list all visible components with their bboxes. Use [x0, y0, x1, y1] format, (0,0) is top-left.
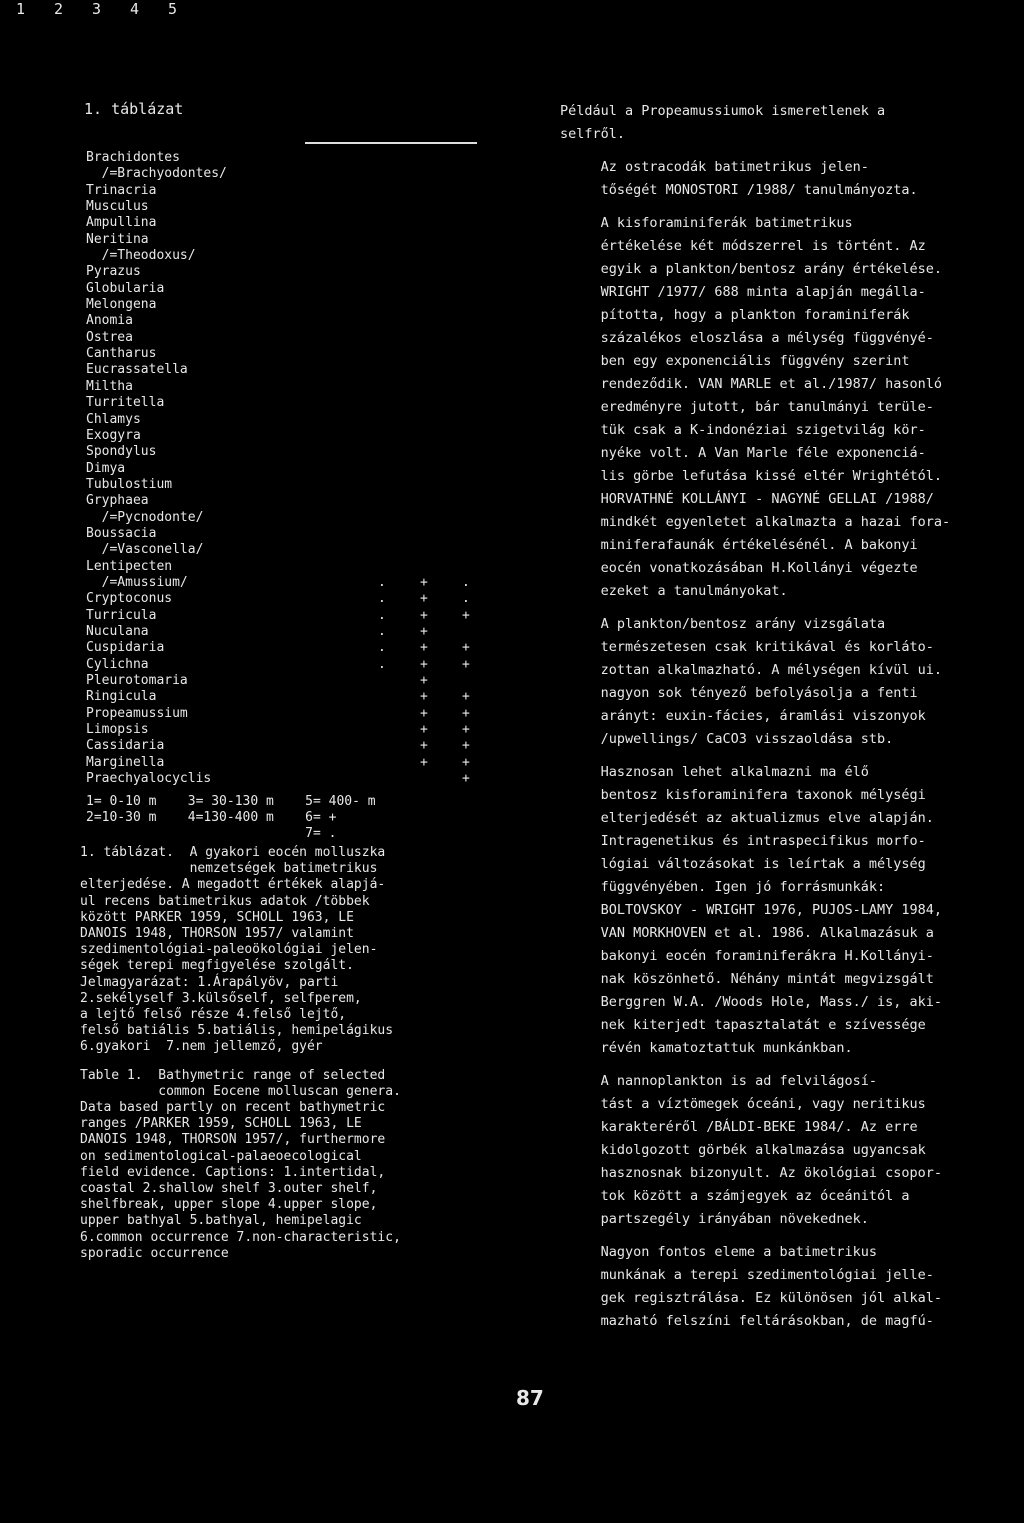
marks-row	[370, 591, 490, 607]
caption-line: Table 1. Bathymetric range of selected	[80, 1067, 386, 1083]
taxon-name: Anomia	[86, 313, 133, 329]
occurrence-mark: +	[462, 705, 470, 721]
marks-row	[370, 575, 490, 591]
taxon-name: Nuculana	[86, 623, 149, 639]
taxon-name: Cylichna	[86, 656, 149, 672]
occurrence-mark: +	[420, 705, 428, 721]
occurrence-mark: .	[378, 623, 386, 639]
taxon-name: Chlamys	[86, 411, 141, 427]
text-line: Berggren W.A. /Woods Hole, Mass./ is, aki-	[560, 994, 943, 1010]
text-line: tőségét MONOSTORI /1988/ tanulmányozta.	[560, 182, 918, 198]
legend-line: 2=10-30 m 4=130-400 m 6= +	[86, 810, 337, 825]
column-header: 1	[16, 0, 26, 18]
taxon-name: Cuspidaria	[86, 640, 165, 656]
column-headers	[0, 0, 190, 24]
occurrence-mark: .	[378, 607, 386, 623]
marks-row	[370, 559, 490, 575]
marks-row	[370, 444, 490, 460]
marks-row	[370, 477, 490, 493]
caption-line: között PARKER 1959, SCHOLL 1963, LE	[80, 909, 354, 925]
occurrence-mark: .	[378, 656, 386, 672]
text-line: zottan alkalmazható. A mélységen kívül ui.	[560, 662, 943, 678]
caption-line: shelfbreak, upper slope 4.upper slope,	[80, 1197, 378, 1213]
caption-line: Jelmagyarázat: 1.Árapályöv, parti	[80, 974, 339, 990]
text-line: nyéke volt. A Van Marle féle exponenciá-	[560, 445, 926, 461]
marks-row	[370, 232, 490, 248]
text-line: elterjedését az aktualizmus elve alapján.	[560, 810, 934, 826]
column-header: 2	[54, 0, 64, 18]
occurrence-mark: +	[420, 656, 428, 672]
text-line: tük csak a K-indonéziai szigetvilág kör-	[560, 422, 926, 438]
taxon-name: Exogyra	[86, 427, 141, 443]
occurrence-mark: +	[462, 754, 470, 770]
text-line: eredményre jutott, bár tanulmányi terüle-	[560, 399, 934, 415]
occurrence-mark: .	[462, 591, 470, 607]
text-line: lógiai változásokat is leírtak a mélység	[560, 856, 926, 872]
taxon-name: Tubulostium	[86, 476, 173, 492]
taxon-name: Miltha	[86, 378, 133, 394]
text-line: karakteréről /BÁLDI-BEKE 1984/. Az erre	[560, 1119, 918, 1135]
marks-row	[370, 297, 490, 313]
marks-row	[370, 771, 490, 787]
taxon-name: /=Theodoxus/	[86, 248, 196, 264]
marks-row	[370, 689, 490, 705]
marks-row	[370, 542, 490, 558]
text-line: selfről.	[560, 126, 626, 142]
text-line: tást a víztömegek óceáni, vagy neritikus	[560, 1096, 926, 1112]
text-line: rendeződik. VAN MARLE et al./1987/ hasonló	[560, 376, 943, 392]
text-line: révén kamatoztattuk munkánkban.	[560, 1040, 853, 1056]
legend-line: 7= .	[86, 826, 337, 841]
text-line: mindkét egyenletet alkalmazta a hazai fora-	[560, 514, 951, 530]
taxon-name: Cantharus	[86, 346, 157, 362]
marks-row	[370, 313, 490, 329]
text-line: értékelése két módszerrel is történt. Az	[560, 238, 926, 254]
marks-row	[370, 199, 490, 215]
caption-line: DANOIS 1948, THORSON 1957/ valamint	[80, 926, 354, 942]
occurrence-mark: .	[378, 640, 386, 656]
occurrence-mark: +	[420, 722, 428, 738]
text-line: nek kiterjedt tapasztalatát e szívessége	[560, 1017, 926, 1033]
caption-line: upper bathyal 5.bathyal, hemipelagic	[80, 1213, 362, 1229]
occurrence-mark: .	[378, 591, 386, 607]
caption-line: a lejtő felső része 4.felső lejtő,	[80, 1007, 347, 1023]
taxon-name: Cryptoconus	[86, 591, 173, 607]
legend-line: 1= 0-10 m 3= 30-130 m 5= 400- m	[86, 794, 376, 809]
body-text-column	[560, 100, 1000, 1333]
taxa-list	[86, 150, 306, 787]
caption-line: on sedimentological-palaeoecological	[80, 1148, 362, 1164]
text-line: egyik a plankton/bentosz arány értékelése.	[560, 261, 943, 277]
text-line: ben egy exponenciális függvény szerint	[560, 353, 910, 369]
marks-row	[370, 493, 490, 509]
text-line: százalékos eloszlása a mélység függvényé-	[560, 330, 934, 346]
text-line: mazható felszíni feltárásokban, de magfú-	[560, 1313, 934, 1329]
occurrence-mark: +	[420, 640, 428, 656]
marks-row	[370, 412, 490, 428]
occurrence-mark: .	[378, 574, 386, 590]
text-line: bakonyi eocén foraminiferákra H.Kollányi-	[560, 948, 934, 964]
marks-row	[370, 150, 490, 166]
text-line: függvényében. Igen jó forrásmunkák:	[560, 879, 886, 895]
text-line: tok között a számjegyek az óceánitól a	[560, 1188, 910, 1204]
occurrence-mark: +	[420, 754, 428, 770]
caption-line: ul recens batimetrikus adatok /többek	[80, 893, 370, 909]
caption-line: ranges /PARKER 1959, SCHOLL 1963, LE	[80, 1116, 362, 1132]
text-line: BOLTOVSKOY - WRIGHT 1976, PUJOS-LAMY 1984,	[560, 902, 943, 918]
text-line: nagyon sok tényező befolyásolja a fenti	[560, 685, 918, 701]
text-line: /upwellings/ CaCO3 visszaoldása stb.	[560, 731, 894, 747]
caption-line: 6.gyakori 7.nem jellemző, gyér	[80, 1039, 323, 1055]
text-line: HORVATHNÉ KOLLÁNYI - NAGYNÉ GELLAI /1988/	[560, 491, 934, 507]
taxon-name: Eucrassatella	[86, 362, 188, 378]
marks-row	[370, 510, 490, 526]
marks-row	[370, 428, 490, 444]
taxon-name: Gryphaea	[86, 493, 149, 509]
caption-line: common Eocene molluscan genera.	[80, 1083, 401, 1099]
marks-row	[370, 673, 490, 689]
occurrence-mark: +	[420, 738, 428, 754]
text-line: kidolgozott görbék alkalmazása ugyancsak	[560, 1142, 926, 1158]
taxon-name: Cassidaria	[86, 738, 165, 754]
text-line: WRIGHT /1977/ 688 minta alapján megálla-	[560, 284, 926, 300]
marks-row	[370, 640, 490, 656]
taxon-name: /=Vasconella/	[86, 542, 204, 558]
caption-line: field evidence. Captions: 1.intertidal,	[80, 1164, 386, 1180]
caption-line: 6.common occurrence 7.non-characteristic,	[80, 1229, 401, 1245]
taxon-name: Praechyalocyclis	[86, 771, 212, 787]
occurrence-mark: .	[462, 574, 470, 590]
taxon-name: /=Brachyodontes/	[86, 166, 227, 182]
occurrence-mark: +	[462, 656, 470, 672]
caption-line: szedimentológiai-paleoökológiai jelen-	[80, 942, 378, 958]
taxon-name: Melongena	[86, 297, 157, 313]
table-caption	[80, 845, 520, 1262]
table-title: 1. táblázat	[84, 100, 184, 118]
marks-row	[370, 248, 490, 264]
marks-row	[370, 706, 490, 722]
marks-row	[370, 608, 490, 624]
taxon-name: Globularia	[86, 280, 165, 296]
marks-row	[370, 624, 490, 640]
occurrence-mark: +	[420, 689, 428, 705]
marks-row	[370, 526, 490, 542]
text-line: eocén vonatkozásában H.Kollányi végezte	[560, 560, 918, 576]
taxon-name: Limopsis	[86, 722, 149, 738]
marks-row	[370, 215, 490, 231]
taxon-name: Dimya	[86, 460, 126, 476]
caption-line: Data based partly on recent bathymetric	[80, 1100, 386, 1116]
text-line: partszegély irányában növekednek.	[560, 1211, 869, 1227]
marks-row	[370, 346, 490, 362]
taxon-name: Boussacia	[86, 525, 157, 541]
text-line: A plankton/bentosz arány vizsgálata	[560, 616, 886, 632]
occurrence-mark: +	[462, 771, 470, 787]
taxon-name: Musculus	[86, 199, 149, 215]
column-header: 5	[168, 0, 178, 18]
text-line: ezeket a tanulmányokat.	[560, 583, 788, 599]
taxon-name: Ringicula	[86, 689, 157, 705]
text-line: hasznosnak bizonyult. Az ökológiai csopor-	[560, 1165, 943, 1181]
taxon-name: /=Pycnodonte/	[86, 509, 204, 525]
text-line: arányt: euxin-fácies, áramlási viszonyok	[560, 708, 926, 724]
text-line: Például a Propeamussiumok ismeretlenek a	[560, 103, 886, 119]
taxon-name: Brachidontes	[86, 150, 180, 165]
depth-legend	[86, 794, 376, 842]
occurrence-mark: +	[420, 574, 428, 590]
taxon-name: Marginella	[86, 754, 165, 770]
marks-row	[370, 379, 490, 395]
marks-row	[370, 755, 490, 771]
column-header: 4	[130, 0, 140, 18]
marks-row	[370, 395, 490, 411]
occurrence-mark: +	[420, 623, 428, 639]
marks-row	[370, 657, 490, 673]
text-line: Hasznosan lehet alkalmazni ma élő	[560, 764, 869, 780]
text-line: bentosz kisforaminifera taxonok mélységi	[560, 787, 926, 803]
text-line: Intragenetikus és intraspecifikus morfo-	[560, 833, 926, 849]
marks-row	[370, 738, 490, 754]
marks-row	[370, 281, 490, 297]
text-line: Az ostracodák batimetrikus jelen-	[560, 159, 869, 175]
taxon-name: Pyrazus	[86, 264, 141, 280]
caption-hungarian	[80, 845, 520, 1056]
caption-line: nemzetségek batimetrikus	[80, 861, 378, 877]
text-line: A kisforaminiferák batimetrikus	[560, 215, 853, 231]
marks-row	[370, 362, 490, 378]
caption-english	[80, 1068, 520, 1262]
occurrence-mark: +	[420, 607, 428, 623]
occurrence-mark: +	[462, 607, 470, 623]
text-line: lis görbe lefutása kissé eltér Wrightétól.	[560, 468, 943, 484]
occurrence-mark: +	[462, 689, 470, 705]
caption-line: elterjedése. A megadott értékek alapjá-	[80, 877, 386, 893]
text-line: A nannoplankton is ad felvilágosí-	[560, 1073, 877, 1089]
occurrence-mark: +	[462, 722, 470, 738]
marks-row	[370, 166, 490, 182]
text-line: munkának a terepi szedimentológiai jelle-	[560, 1267, 934, 1283]
text-line: pította, hogy a plankton foraminiferák	[560, 307, 910, 323]
text-line: VAN MORKHOVEN et al. 1986. Alkalmazásuk a	[560, 925, 934, 941]
taxon-name: Pleurotomaria	[86, 673, 188, 688]
text-line: természetesen csak kritikával és korláto-	[560, 639, 934, 655]
occurrence-mark: +	[462, 738, 470, 754]
text-line: Nagyon fontos eleme a batimetrikus	[560, 1244, 877, 1260]
occurrence-marks	[370, 150, 490, 787]
taxon-name: Turricula	[86, 607, 157, 623]
caption-line: 1. táblázat. A gyakori eocén molluszka	[80, 845, 386, 860]
taxon-name: /=Amussium/	[86, 574, 188, 590]
taxon-name: Neritina	[86, 231, 149, 247]
occurrence-mark: +	[420, 591, 428, 607]
occurrence-mark: +	[462, 640, 470, 656]
taxon-name: Lentipecten	[86, 558, 173, 574]
caption-line: felső batiális 5.batiális, hemipelágikus	[80, 1023, 394, 1039]
text-line: gek regisztrálása. Ez különösen jól alkal-	[560, 1290, 943, 1306]
caption-line: DANOIS 1948, THORSON 1957/, furthermore	[80, 1132, 386, 1148]
taxon-name: Turritella	[86, 395, 165, 411]
marks-row	[370, 722, 490, 738]
caption-line: sporadic occurrence	[80, 1245, 229, 1261]
header-rule	[305, 142, 477, 144]
taxon-name: Ostrea	[86, 329, 133, 345]
column-header: 3	[92, 0, 102, 18]
marks-row	[370, 330, 490, 346]
text-line: nak köszönhető. Néhány mintát megvizsgált	[560, 971, 934, 987]
marks-row	[370, 461, 490, 477]
taxon-name: Ampullina	[86, 215, 157, 231]
marks-row	[370, 264, 490, 280]
taxon-name: Spondylus	[86, 444, 157, 460]
marks-row	[370, 183, 490, 199]
page-number: 87	[516, 1386, 544, 1410]
taxon-name: Trinacria	[86, 182, 157, 198]
text-line: miniferafaunák értékelésénél. A bakonyi	[560, 537, 918, 553]
caption-line: ségek terepi megfigyelése szolgált.	[80, 958, 354, 974]
occurrence-mark: +	[420, 673, 428, 688]
caption-line: 2.sekélyself 3.külsőself, selfperem,	[80, 990, 362, 1006]
caption-line: coastal 2.shallow shelf 3.outer shelf,	[80, 1181, 378, 1197]
taxon-name: Propeamussium	[86, 705, 188, 721]
